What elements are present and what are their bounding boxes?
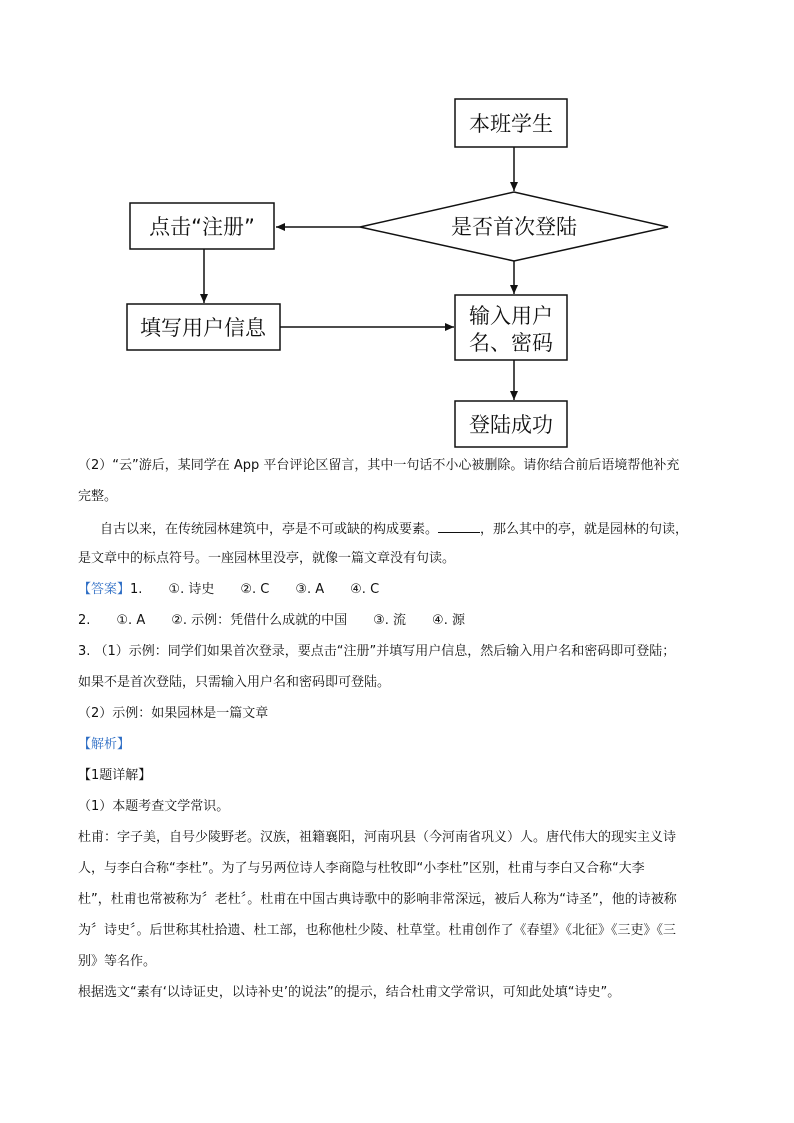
q2-passage-line1 bbox=[100, 518, 750, 540]
input-label-line1: 输入用户 bbox=[469, 304, 553, 328]
analysis-p1: 杜甫：字子美，自号少陵野老。汉族，祖籍襄阳，河南巩县（今河南省巩义）人。唐代伟大的现实主义诗 bbox=[78, 830, 677, 845]
answer-3-2: （2）示例：如果园林是一篇文章 bbox=[78, 706, 269, 721]
q2-passage-b: ，那么其中的亭，就是园林的句读， bbox=[480, 522, 689, 537]
start-label: 本班学生 bbox=[469, 112, 553, 136]
answer-label: 【答案】 bbox=[78, 582, 131, 597]
q2-prompt-line1: （2）“云”游后，某同学在 App 平台评论区留言，其中一句话不小心被删除。请你结合前后语境帮他补充 bbox=[78, 458, 680, 473]
input-label-line2: 名、密码 bbox=[469, 331, 553, 355]
answer-line1 bbox=[78, 580, 728, 600]
answer-3-line2: 如果不是首次登陆，只需输入用户名和密码即可登陆。 bbox=[78, 675, 391, 690]
q2-prompt-line2: 完整。 bbox=[78, 489, 118, 504]
answer-1: 1. ①. 诗史 ②. C ③. A ④. C bbox=[130, 582, 380, 597]
login-flowchart bbox=[0, 0, 794, 460]
decision-label: 是否首次登陆 bbox=[451, 215, 577, 239]
success-label: 登陆成功 bbox=[469, 413, 553, 437]
fill-blank bbox=[438, 518, 480, 533]
detail-heading: 【1题详解】 bbox=[78, 768, 152, 783]
analysis-label: 【解析】 bbox=[78, 737, 131, 752]
answer-3-line1: 3. （1）示例：同学们如果首次登录，要点击“注册”并填写用户信息，然后输入用户名和密码即可登陆； bbox=[78, 644, 676, 659]
q2-passage-a: 自古以来，在传统园林建筑中，亭是不可或缺的构成要素。 bbox=[100, 522, 439, 537]
analysis-sub1: （1）本题考查文学常识。 bbox=[78, 799, 230, 814]
register-label: 点击“注册” bbox=[149, 215, 255, 239]
analysis-p4: 为〞诗史〞。后世称其杜拾遗、杜工部，也称他杜少陵、杜草堂。杜甫创作了《春望》《北征》《三吏》《三 bbox=[78, 923, 677, 938]
analysis-p6: 根据选文“素有‘以诗证史，以诗补史’的说法”的提示，结合杜甫文学常识，可知此处填“诗史”。 bbox=[78, 985, 621, 1000]
answer-2: 2. ①. A ②. 示例：凭借什么成就的中国 ③. 流 ④. 源 bbox=[78, 613, 465, 628]
q2-passage-line2: 是文章中的标点符号。一座园林里没亭，就像一篇文章没有句读。 bbox=[78, 551, 456, 566]
analysis-p3: 杜”，杜甫也常被称为〞老杜〞。杜甫在中国古典诗歌中的影响非常深远，被后人称为“诗圣”，他的诗被称 bbox=[78, 892, 677, 907]
analysis-p5: 别》等名作。 bbox=[78, 954, 157, 969]
analysis-p2: 人，与李白合称“李杜”。为了与另两位诗人李商隐与杜牧即“小李杜”区别，杜甫与李白又合称“大李 bbox=[78, 861, 645, 876]
fill-info-label: 填写用户信息 bbox=[140, 316, 266, 340]
